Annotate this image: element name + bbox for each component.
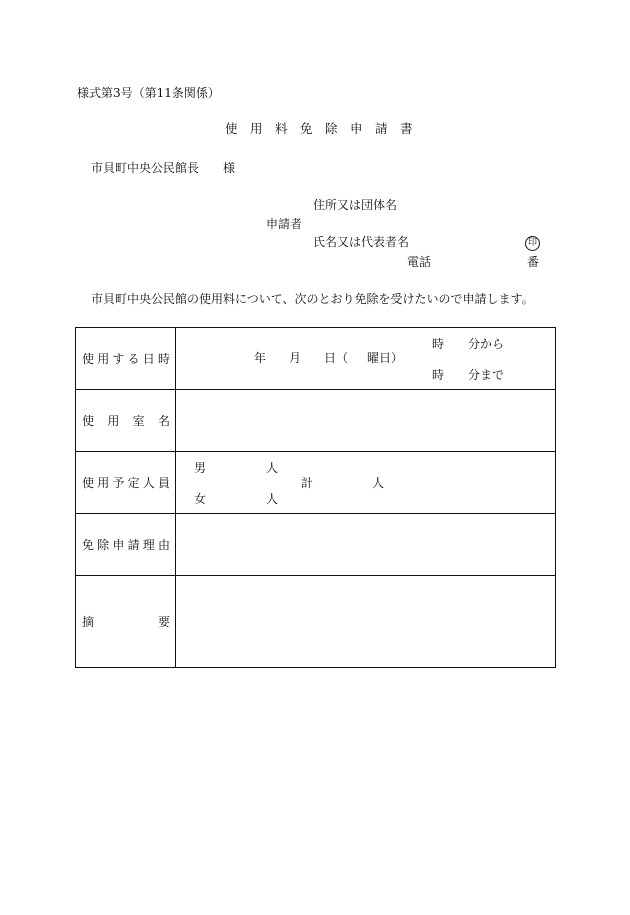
female-unit: 人	[266, 492, 279, 506]
cell-reason[interactable]	[176, 514, 556, 576]
label-char: 人	[142, 476, 155, 490]
hour-to-label: 時	[432, 368, 445, 382]
label-char: 免	[82, 538, 95, 552]
cell-attendance[interactable]	[176, 452, 556, 514]
label-char: 使	[82, 414, 95, 428]
minute-to-label: 分まで	[468, 368, 505, 382]
label-char: 請	[127, 538, 140, 552]
label-room	[76, 390, 176, 452]
label-char: 員	[157, 476, 170, 490]
form-title: 使 用 料 免 除 申 請 書	[225, 121, 413, 136]
male-label: 男	[194, 461, 207, 475]
label-char: 除	[97, 538, 110, 552]
label-char: 申	[112, 538, 125, 552]
label-char: 使	[82, 476, 95, 490]
label-char: 室	[132, 414, 145, 428]
form-number: 様式第3号（第11条関係）	[77, 86, 220, 100]
phone-label: 電話	[407, 255, 432, 269]
cell-remarks[interactable]	[176, 576, 556, 668]
label-char: 名	[157, 414, 170, 428]
month-label: 月	[289, 351, 302, 365]
addressee: 市貝町中央公民館長 様	[91, 161, 236, 175]
label-char: 定	[127, 476, 140, 490]
label-char: る	[127, 352, 140, 366]
applicant-label: 申請者	[266, 217, 303, 231]
label-remarks	[76, 576, 176, 668]
table-row-remarks	[76, 576, 556, 668]
address-label: 住所又は団体名	[313, 198, 398, 212]
minute-from-label: 分から	[468, 337, 505, 351]
name-label: 氏名又は代表者名	[313, 235, 410, 249]
label-char: 用	[107, 414, 120, 428]
male-unit: 人	[266, 461, 279, 475]
weekday-label: 曜日）	[367, 351, 404, 365]
phone-suffix: 番	[527, 255, 540, 269]
label-char: 日	[142, 352, 155, 366]
cell-room[interactable]	[176, 390, 556, 452]
total-label: 計	[301, 476, 314, 490]
label-char: 時	[157, 352, 170, 366]
table-row-attendance	[76, 452, 556, 514]
label-char: 用	[97, 352, 110, 366]
label-reason	[76, 514, 176, 576]
hour-from-label: 時	[432, 337, 445, 351]
seal-mark	[525, 235, 540, 251]
total-unit: 人	[372, 476, 385, 490]
statement: 市貝町中央公民館の使用料について、次のとおり免除を受けたいので申請します。	[91, 292, 534, 306]
label-attendance	[76, 452, 176, 514]
table-row-datetime	[76, 328, 556, 390]
label-datetime	[76, 328, 176, 390]
label-char: 用	[97, 476, 110, 490]
application-table	[75, 327, 556, 668]
table-row-room	[76, 390, 556, 452]
label-char: 理	[142, 538, 155, 552]
label-char: 使	[82, 352, 95, 366]
label-char: す	[112, 352, 125, 366]
label-char: 予	[112, 476, 125, 490]
label-char: 要	[157, 615, 170, 629]
seal-icon: 印	[525, 236, 540, 251]
label-char: 由	[157, 538, 170, 552]
female-label: 女	[194, 492, 207, 506]
day-label: 日（	[324, 351, 349, 365]
cell-datetime[interactable]	[176, 328, 556, 390]
label-char: 摘	[82, 615, 95, 629]
year-label: 年	[254, 351, 267, 365]
table-row-reason	[76, 514, 556, 576]
